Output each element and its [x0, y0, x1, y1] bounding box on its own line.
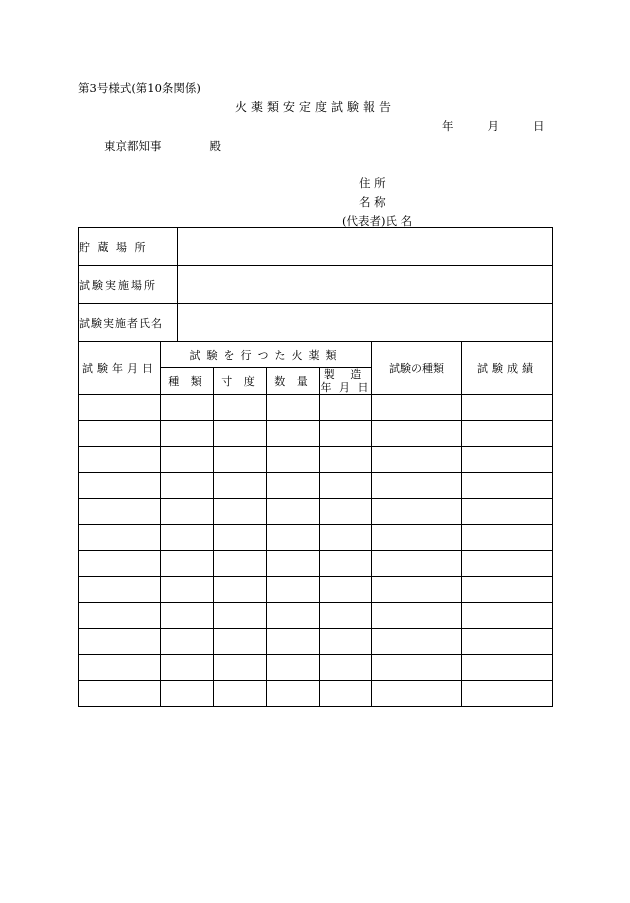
size-cell[interactable] — [214, 473, 267, 499]
kind-cell[interactable] — [161, 551, 214, 577]
test-result-header: 試験成績 — [462, 342, 553, 395]
size-cell[interactable] — [214, 551, 267, 577]
table-row — [79, 395, 553, 421]
kind-cell[interactable] — [161, 603, 214, 629]
test-date-cell[interactable] — [79, 525, 161, 551]
test-type-cell[interactable] — [372, 421, 462, 447]
table-row — [79, 421, 553, 447]
quantity-cell[interactable] — [267, 551, 320, 577]
info-row-test-place — [79, 266, 553, 304]
quantity-cell[interactable] — [267, 499, 320, 525]
table-row — [79, 655, 553, 681]
mfg-date-cell[interactable] — [320, 421, 372, 447]
test-type-cell[interactable] — [372, 525, 462, 551]
mfg-date-header — [320, 368, 372, 395]
applicant-block — [342, 174, 412, 231]
mfg-date-cell[interactable] — [320, 655, 372, 681]
test-place-value[interactable] — [178, 266, 553, 304]
size-cell[interactable] — [214, 577, 267, 603]
quantity-cell[interactable] — [267, 629, 320, 655]
kind-cell[interactable] — [161, 525, 214, 551]
mfg-date-header-line1: 製 造 — [323, 368, 368, 381]
size-cell[interactable] — [214, 499, 267, 525]
test-result-cell[interactable] — [462, 551, 553, 577]
kind-header: 種 類 — [161, 368, 214, 395]
kind-cell[interactable] — [161, 655, 214, 681]
month-label: 月 — [487, 119, 499, 133]
test-type-cell[interactable] — [372, 577, 462, 603]
table-row — [79, 447, 553, 473]
report-table — [78, 227, 553, 707]
mfg-date-cell[interactable] — [320, 629, 372, 655]
table-row — [79, 603, 553, 629]
mfg-date-cell[interactable] — [320, 681, 372, 707]
test-date-cell[interactable] — [79, 577, 161, 603]
name-label: 名 称 — [359, 195, 386, 209]
size-cell[interactable] — [214, 395, 267, 421]
quantity-cell[interactable] — [267, 447, 320, 473]
day-label: 日 — [533, 119, 545, 133]
table-row — [79, 473, 553, 499]
test-type-cell[interactable] — [372, 499, 462, 525]
addressee — [104, 138, 221, 154]
mfg-date-cell[interactable] — [320, 577, 372, 603]
kind-cell[interactable] — [161, 577, 214, 603]
mfg-date-cell[interactable] — [320, 395, 372, 421]
test-date-cell[interactable] — [79, 629, 161, 655]
quantity-cell[interactable] — [267, 681, 320, 707]
mfg-date-cell[interactable] — [320, 603, 372, 629]
size-header: 寸 度 — [214, 368, 267, 395]
mfg-date-cell[interactable] — [320, 499, 372, 525]
kind-cell[interactable] — [161, 447, 214, 473]
test-date-cell[interactable] — [79, 551, 161, 577]
table-row — [79, 525, 553, 551]
mfg-date-cell[interactable] — [320, 551, 372, 577]
size-cell[interactable] — [214, 629, 267, 655]
year-label: 年 — [442, 119, 454, 133]
test-result-cell[interactable] — [462, 655, 553, 681]
kind-cell[interactable] — [161, 681, 214, 707]
test-result-cell[interactable] — [462, 447, 553, 473]
test-date-cell[interactable] — [79, 681, 161, 707]
quantity-cell[interactable] — [267, 473, 320, 499]
test-result-cell[interactable] — [462, 603, 553, 629]
form-number: 第3号様式(第10条関係) — [78, 81, 201, 95]
test-date-cell[interactable] — [79, 655, 161, 681]
test-type-header: 試験の種類 — [372, 342, 462, 395]
test-result-cell[interactable] — [462, 421, 553, 447]
test-date-cell[interactable] — [79, 395, 161, 421]
document-title: 火薬類安定度試験報告 — [234, 100, 395, 114]
mfg-date-header-line2: 年 月 日 — [320, 381, 371, 394]
storage-location-label: 貯 蔵 場 所 — [79, 228, 178, 266]
table-row — [79, 577, 553, 603]
size-cell[interactable] — [214, 603, 267, 629]
size-cell[interactable] — [214, 681, 267, 707]
test-date-cell[interactable] — [79, 473, 161, 499]
quantity-cell[interactable] — [267, 525, 320, 551]
test-result-cell[interactable] — [462, 499, 553, 525]
storage-location-value[interactable] — [178, 228, 553, 266]
size-cell[interactable] — [214, 525, 267, 551]
test-type-cell[interactable] — [372, 447, 462, 473]
kind-cell[interactable] — [161, 395, 214, 421]
quantity-header: 数 量 — [267, 368, 320, 395]
mfg-date-cell[interactable] — [320, 447, 372, 473]
quantity-cell[interactable] — [267, 395, 320, 421]
test-place-label: 試験実施場所 — [79, 266, 178, 304]
test-date-cell[interactable] — [79, 499, 161, 525]
size-cell[interactable] — [214, 655, 267, 681]
test-type-cell[interactable] — [372, 473, 462, 499]
test-type-cell[interactable] — [372, 629, 462, 655]
tester-name-label: 試験実施者氏名 — [79, 304, 178, 342]
addressee-name: 東京都知事 — [104, 139, 162, 153]
test-result-cell[interactable] — [462, 681, 553, 707]
test-type-cell[interactable] — [372, 551, 462, 577]
column-header-row-1 — [79, 342, 553, 368]
test-date-cell[interactable] — [79, 447, 161, 473]
size-cell[interactable] — [214, 447, 267, 473]
explosive-group-header: 試験を行つた火薬類 — [161, 342, 372, 368]
test-date-cell[interactable] — [79, 603, 161, 629]
quantity-cell[interactable] — [267, 421, 320, 447]
quantity-cell[interactable] — [267, 603, 320, 629]
test-date-header: 試験年月日 — [79, 342, 161, 395]
test-result-cell[interactable] — [462, 473, 553, 499]
quantity-cell[interactable] — [267, 655, 320, 681]
info-row-storage — [79, 228, 553, 266]
size-cell[interactable] — [214, 421, 267, 447]
tester-name-value[interactable] — [178, 304, 553, 342]
test-result-cell[interactable] — [462, 395, 553, 421]
test-result-cell[interactable] — [462, 525, 553, 551]
kind-cell[interactable] — [161, 629, 214, 655]
test-type-cell[interactable] — [372, 681, 462, 707]
mfg-date-cell[interactable] — [320, 525, 372, 551]
kind-cell[interactable] — [161, 473, 214, 499]
test-type-cell[interactable] — [372, 655, 462, 681]
addressee-honorific: 殿 — [209, 139, 221, 153]
table-row — [79, 499, 553, 525]
representative-label: (代表者)氏 名 — [342, 214, 413, 228]
info-row-tester — [79, 304, 553, 342]
date-line — [442, 118, 545, 134]
table-row — [79, 629, 553, 655]
table-row — [79, 681, 553, 707]
table-row — [79, 551, 553, 577]
kind-cell[interactable] — [161, 421, 214, 447]
test-type-cell[interactable] — [372, 603, 462, 629]
test-date-cell[interactable] — [79, 421, 161, 447]
address-label: 住 所 — [359, 176, 386, 190]
test-type-cell[interactable] — [372, 395, 462, 421]
test-result-cell[interactable] — [462, 629, 553, 655]
quantity-cell[interactable] — [267, 577, 320, 603]
mfg-date-cell[interactable] — [320, 473, 372, 499]
kind-cell[interactable] — [161, 499, 214, 525]
test-result-cell[interactable] — [462, 577, 553, 603]
